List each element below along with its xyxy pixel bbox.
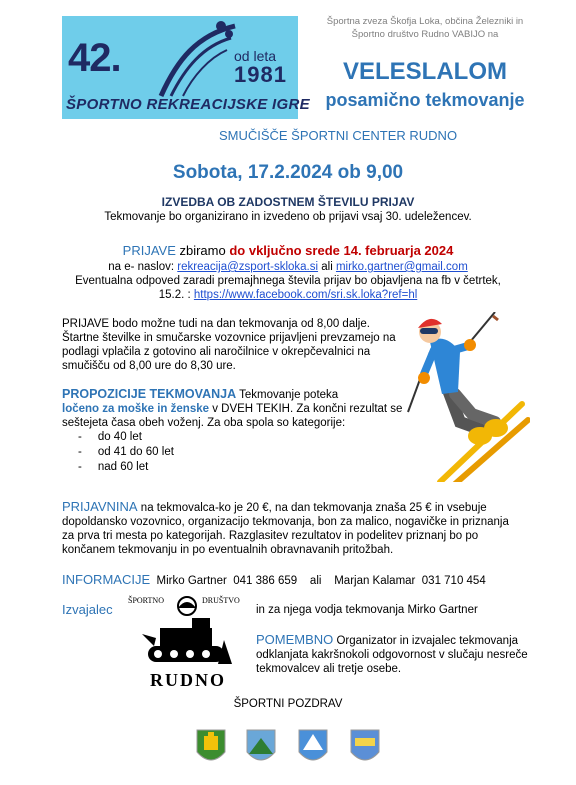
club-logo-name: RUDNO	[150, 670, 226, 690]
email-or: ali	[318, 261, 336, 273]
email-prefix: na e- naslov:	[108, 261, 178, 273]
logo-year: 1981	[234, 62, 287, 87]
info-label: INFORMACIJE	[62, 572, 151, 587]
registration-line	[0, 243, 576, 258]
facebook-line	[0, 289, 576, 301]
event-title: VELESLALOM	[342, 58, 507, 85]
crest-zelezniki-icon	[297, 728, 329, 768]
fee-text: na tekmovalca-ko je 20 €, na dan tekmovanja znaša 25 € in vsebuje dopoldansko vozovnico, organizacijo tekmovanja, bon za malico, nogavičke in priznanja za prva tri mesta po kategorijah. Razglasitev rezultatov in podelitev priznanj bo po končanem tekmovanju in po eventualnih obravnavanih pritožbah.	[62, 502, 513, 556]
registration-emails	[0, 261, 576, 273]
municipality-crests	[195, 728, 385, 774]
important-text: Organizator in izvajalec tekmovanja odklanjata kakršnokoli odgovornost v slučaju nesreče tekmovalcev ali tretje osebe.	[256, 635, 531, 675]
crest-zeiri-icon	[349, 728, 381, 768]
fee-section	[62, 500, 522, 557]
category-label: nad 60 let	[97, 461, 149, 473]
email-link-1[interactable]: rekreacija@zsport-skloka.si	[177, 261, 319, 273]
condition-heading: IZVEDBA OB ZADOSTNEM ŠTEVILU PRIJAV	[161, 195, 415, 209]
venue: SMUČIŠČE ŠPORTNI CENTER RUDNO	[218, 128, 458, 143]
club-logo-word-1: ŠPORTNO	[128, 596, 164, 605]
organizers-line-2: Športno društvo Rudno VABIJO na	[351, 29, 499, 40]
event-logo	[62, 16, 310, 119]
skier-illustration	[400, 312, 530, 482]
important-label: POMEMBNO	[256, 632, 334, 647]
closing-greeting: ŠPORTNI POZDRAV	[233, 698, 343, 710]
logo-games: ŠPORTNO REKREACIJSKE IGRE	[66, 96, 310, 113]
logo-since: od leta	[234, 48, 277, 64]
category-list	[78, 430, 174, 475]
rules-label: PROPOZICIJE TEKMOVANJA	[62, 387, 237, 401]
rules-text-2: v DVEH TEKIH. Za končni rezultat se seštejeta časa obeh voženj. Za oba spola so kategorije:	[62, 403, 406, 429]
snowcat-icon	[142, 594, 234, 670]
facebook-link[interactable]: https://www.facebook.com/sri.sk.loka?ref=hl	[193, 289, 418, 301]
registration-deadline: do vključno srede 14. februarja 2024	[229, 243, 454, 258]
contractor-label: Izvajalec	[62, 602, 113, 617]
logo-number: 42.	[68, 36, 121, 80]
email-link-2[interactable]: mirko.gartner@gmail.com	[335, 261, 468, 273]
important-section	[256, 633, 536, 676]
rules-section	[62, 387, 407, 430]
event-date: Sobota, 17.2.2024 ob 9,00	[172, 162, 404, 183]
fb-prefix: 15.2. :	[158, 289, 194, 301]
cancellation-notice: Eventualna odpoved zaradi premajhnega števila prijav bo objavljena na fb v četrtek,	[75, 275, 501, 287]
club-logo-word-2: DRUŠTVO	[202, 596, 240, 605]
condition-text: Tekmovanje bo organizirano in izvedeno ob prijavi vsaj 30. udeležencev.	[104, 211, 472, 223]
rules-text-1: Tekmovanje poteka	[236, 389, 339, 401]
category-item: - nad 60 let	[78, 461, 149, 473]
crest-skofja-loka-icon	[195, 728, 227, 768]
organizers-line-1: Športna zveza Škofja Loka, občina Železniki in	[326, 16, 524, 27]
info-text: Mirko Gartner 041 386 659 ali Marjan Kalamar 031 710 454	[156, 575, 486, 587]
club-logo	[128, 594, 244, 692]
skier-swoosh-icon	[157, 20, 237, 98]
category-item: - do 40 let	[78, 431, 142, 443]
category-item: - od 41 do 60 let	[78, 446, 174, 458]
crest-gorenja-vas-icon	[245, 728, 277, 768]
same-day-registration: PRIJAVE bodo možne tudi na dan tekmovanja od 8,00 dalje. Štartne številke in smučarske vozovnice prijavljeni prevzamejo na podlagi vplačila z gotovino ali naročilnice v okrepčevalnici na smučišču od 8,00 ure do 8,30 ure.	[62, 318, 396, 372]
category-label: do 40 let	[97, 431, 142, 443]
fee-label: PRIJAVNINA	[62, 499, 138, 514]
organizers-text	[318, 15, 532, 41]
info-section	[62, 572, 532, 587]
contractor-text: in za njega vodja tekmovanja Mirko Gartner	[256, 604, 478, 616]
event-subtitle: posamično tekmovanje	[325, 90, 525, 110]
category-label: od 41 do 60 let	[97, 446, 174, 458]
registration-label: PRIJAVE	[122, 243, 176, 258]
rules-separate: ločeno za moške in ženske	[62, 403, 210, 415]
registration-text: zbiramo	[175, 243, 230, 258]
